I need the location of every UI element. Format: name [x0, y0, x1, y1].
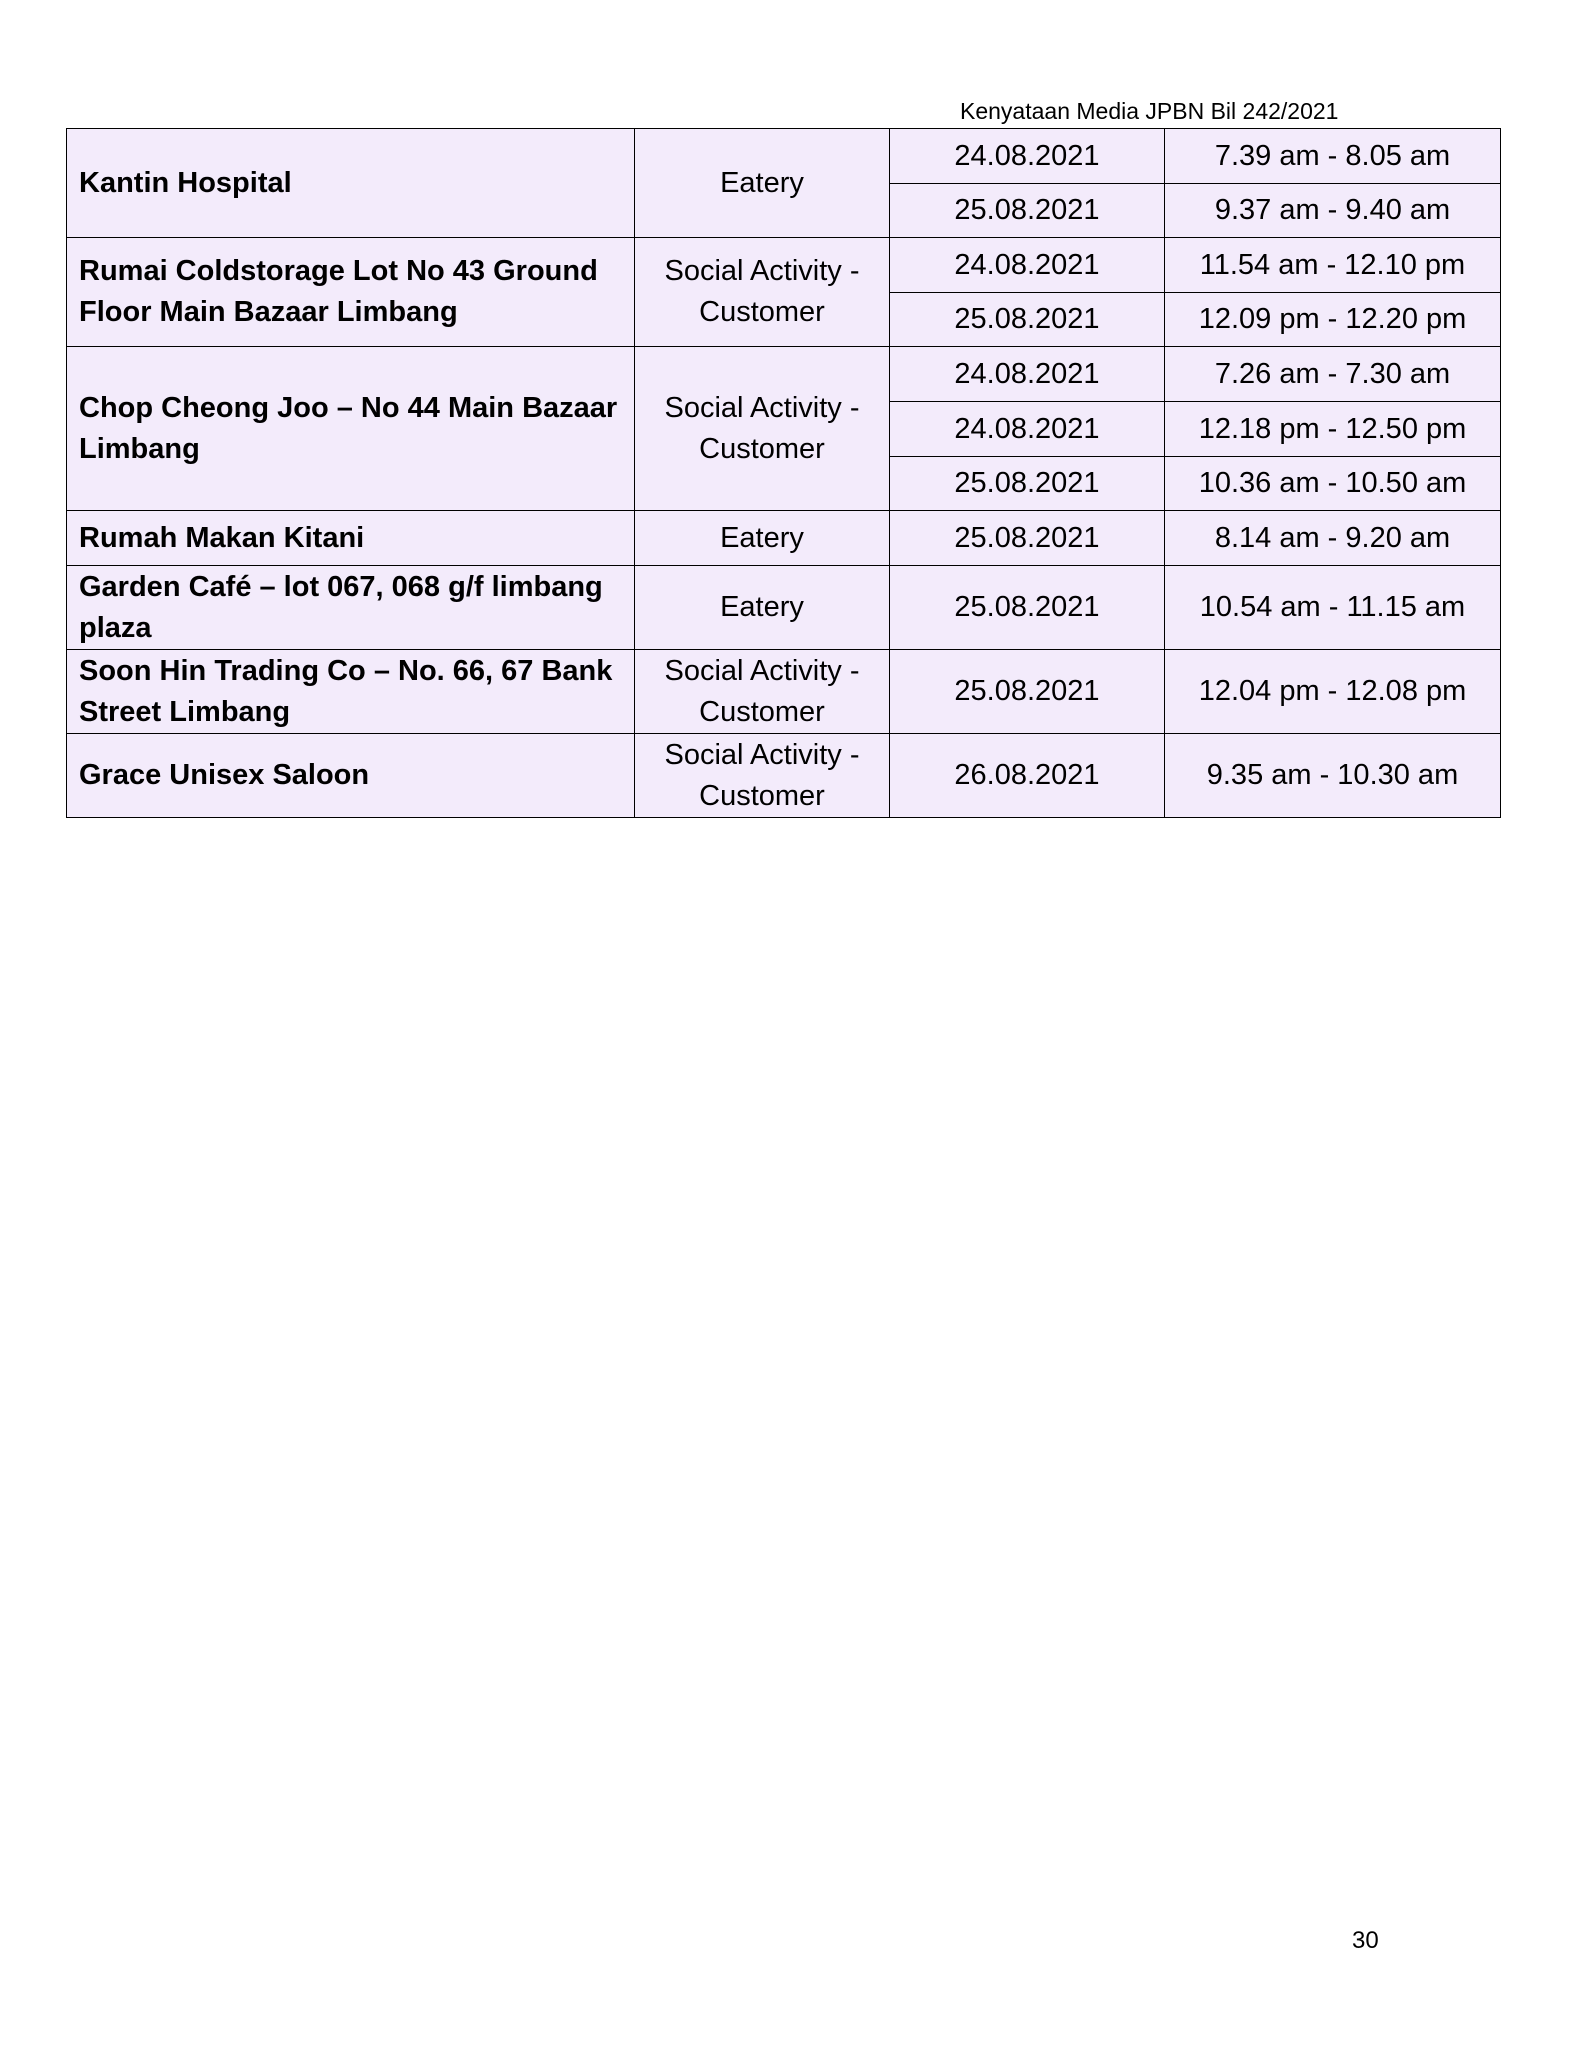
time-cell: 7.39 am - 8.05 am: [1165, 129, 1501, 184]
location-cell: Soon Hin Trading Co – No. 66, 67 Bank Street Limbang: [67, 650, 635, 734]
category-cell: Social Activity - Customer: [635, 347, 890, 511]
table-row: [67, 511, 1501, 566]
date-cell: 24.08.2021: [890, 129, 1165, 184]
time-cell: 10.36 am - 10.50 am: [1165, 457, 1501, 511]
time-cell: 11.54 am - 12.10 pm: [1165, 238, 1501, 293]
date-cell: 24.08.2021: [890, 238, 1165, 293]
location-cell: Garden Café – lot 067, 068 g/f limbang plaza: [67, 566, 635, 650]
time-cell: 12.04 pm - 12.08 pm: [1165, 650, 1501, 734]
location-cell: Kantin Hospital: [67, 129, 635, 238]
category-cell: Social Activity - Customer: [635, 238, 890, 347]
table-row: [67, 650, 1501, 734]
time-cell: 9.35 am - 10.30 am: [1165, 734, 1501, 818]
exposure-locations-table: [66, 128, 1501, 818]
date-cell: 24.08.2021: [890, 347, 1165, 402]
table-row: [67, 129, 1501, 184]
time-cell: 9.37 am - 9.40 am: [1165, 184, 1501, 238]
table-row: [67, 566, 1501, 650]
date-cell: 25.08.2021: [890, 457, 1165, 511]
table-row: [67, 347, 1501, 402]
date-cell: 25.08.2021: [890, 650, 1165, 734]
time-cell: 10.54 am - 11.15 am: [1165, 566, 1501, 650]
document-reference: Kenyataan Media JPBN Bil 242/2021: [960, 98, 1339, 124]
time-cell: 12.09 pm - 12.20 pm: [1165, 293, 1501, 347]
date-cell: 25.08.2021: [890, 184, 1165, 238]
date-cell: 25.08.2021: [890, 293, 1165, 347]
time-cell: 8.14 am - 9.20 am: [1165, 511, 1501, 566]
time-cell: 7.26 am - 7.30 am: [1165, 347, 1501, 402]
date-cell: 25.08.2021: [890, 511, 1165, 566]
category-cell: Eatery: [635, 129, 890, 238]
location-cell: Grace Unisex Saloon: [67, 734, 635, 818]
table-row: [67, 238, 1501, 293]
table-row: [67, 734, 1501, 818]
location-cell: Rumah Makan Kitani: [67, 511, 635, 566]
category-cell: Social Activity - Customer: [635, 734, 890, 818]
date-cell: 25.08.2021: [890, 566, 1165, 650]
location-cell: Chop Cheong Joo – No 44 Main Bazaar Limbang: [67, 347, 635, 511]
category-cell: Eatery: [635, 566, 890, 650]
category-cell: Eatery: [635, 511, 890, 566]
time-cell: 12.18 pm - 12.50 pm: [1165, 402, 1501, 457]
location-cell: Rumai Coldstorage Lot No 43 Ground Floor Main Bazaar Limbang: [67, 238, 635, 347]
date-cell: 24.08.2021: [890, 402, 1165, 457]
page-number: 30: [1352, 1927, 1379, 1954]
date-cell: 26.08.2021: [890, 734, 1165, 818]
category-cell: Social Activity - Customer: [635, 650, 890, 734]
